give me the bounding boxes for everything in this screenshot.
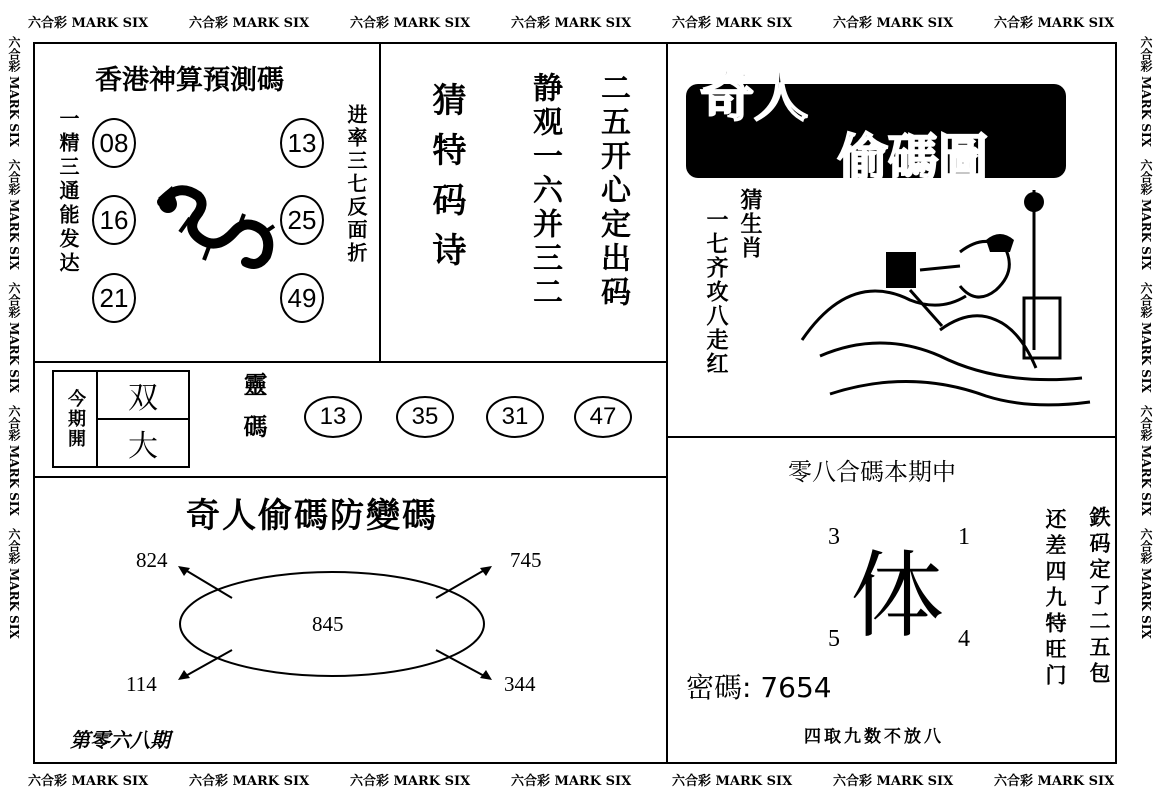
corner-number: 5: [828, 626, 840, 652]
top-left-number: 824: [136, 548, 168, 572]
zero-eight-title: 零八合碼本期中: [788, 458, 956, 486]
thief-title-part2: 偷碼圖: [838, 128, 988, 187]
top-border-band: 六合彩 MARK SIX 六合彩 MARK SIX 六合彩 MARK SIX 六合彩 MARK SIX 六合彩 MARK SIX 六合彩 MARK SIX 六合彩 MARK SIX: [28, 16, 1115, 31]
left-border-band: 六合彩 MARK SIX 六合彩 MARK SIX 六合彩 MARK SIX 六合彩 MARK SIX 六合彩 MARK SIX: [7, 36, 21, 639]
odd-even-cell: 双: [97, 371, 189, 419]
ball-number: 21: [92, 273, 136, 323]
ball-number: 13: [280, 118, 324, 168]
divider: [33, 361, 668, 363]
ball-number: 47: [574, 396, 632, 438]
divider: [666, 436, 1117, 438]
bottom-left-number: 114: [126, 672, 157, 696]
zodiac-text: 一七齐攻八走红: [703, 208, 728, 376]
right-border-band: 六合彩 MARK SIX 六合彩 MARK SIX 六合彩 MARK SIX 六合彩 MARK SIX 六合彩 MARK SIX: [1139, 36, 1153, 639]
ball-number: 31: [486, 396, 544, 438]
period-number: 第零六八期: [70, 728, 170, 752]
hk-right-phrase: 进率三七反面折: [344, 104, 368, 265]
mima-code: 密碼: 7654: [686, 671, 832, 704]
thief-title-part1: 奇人: [700, 64, 808, 128]
bottom-right-number: 344: [504, 672, 536, 696]
still-missing-line: 还差四九特旺门: [1043, 508, 1067, 690]
ling-ma-label: 靈碼: [239, 372, 267, 456]
corner-number: 3: [828, 524, 840, 550]
ball-number: 25: [280, 195, 324, 245]
divider: [379, 42, 381, 362]
ball-number: 35: [396, 396, 454, 438]
corner-number: 4: [958, 626, 970, 652]
divider: [33, 476, 668, 478]
zodiac-label: 猜生肖: [737, 188, 762, 260]
hk-left-phrase: 一精三通能发达: [56, 108, 80, 276]
dragon-illustration: [150, 178, 280, 273]
poem-line-1: 静观一六并三二: [527, 72, 562, 310]
zero-eight-footer: 四取九数不放八: [804, 727, 944, 747]
top-right-number: 745: [510, 548, 542, 572]
bottom-border-band: 六合彩 MARK SIX 六合彩 MARK SIX 六合彩 MARK SIX 六合彩 MARK SIX 六合彩 MARK SIX 六合彩 MARK SIX 六合彩 MARK SIX: [28, 774, 1115, 789]
corner-number: 1: [958, 524, 970, 550]
poem-line-2: 二五开心定出码: [595, 72, 630, 310]
ball-number: 49: [280, 273, 324, 323]
ball-number: 13: [304, 396, 362, 438]
fangbian-title: 奇人偷碼防變碼: [186, 496, 438, 536]
big-character: 体: [850, 542, 945, 651]
ball-number: 16: [92, 195, 136, 245]
scholar-illustration: [790, 180, 1110, 430]
period-table: [52, 370, 190, 468]
hk-panel-title: 香港神算預測碼: [95, 65, 284, 96]
period-label: 今期開: [53, 371, 97, 467]
iron-code-line: 鉄码定了二五包: [1087, 506, 1111, 688]
ball-number: 08: [92, 118, 136, 168]
center-number: 845: [312, 612, 344, 636]
size-cell: 大: [97, 419, 189, 467]
poem-title: 猜特码诗: [426, 82, 466, 282]
divider: [666, 42, 668, 764]
